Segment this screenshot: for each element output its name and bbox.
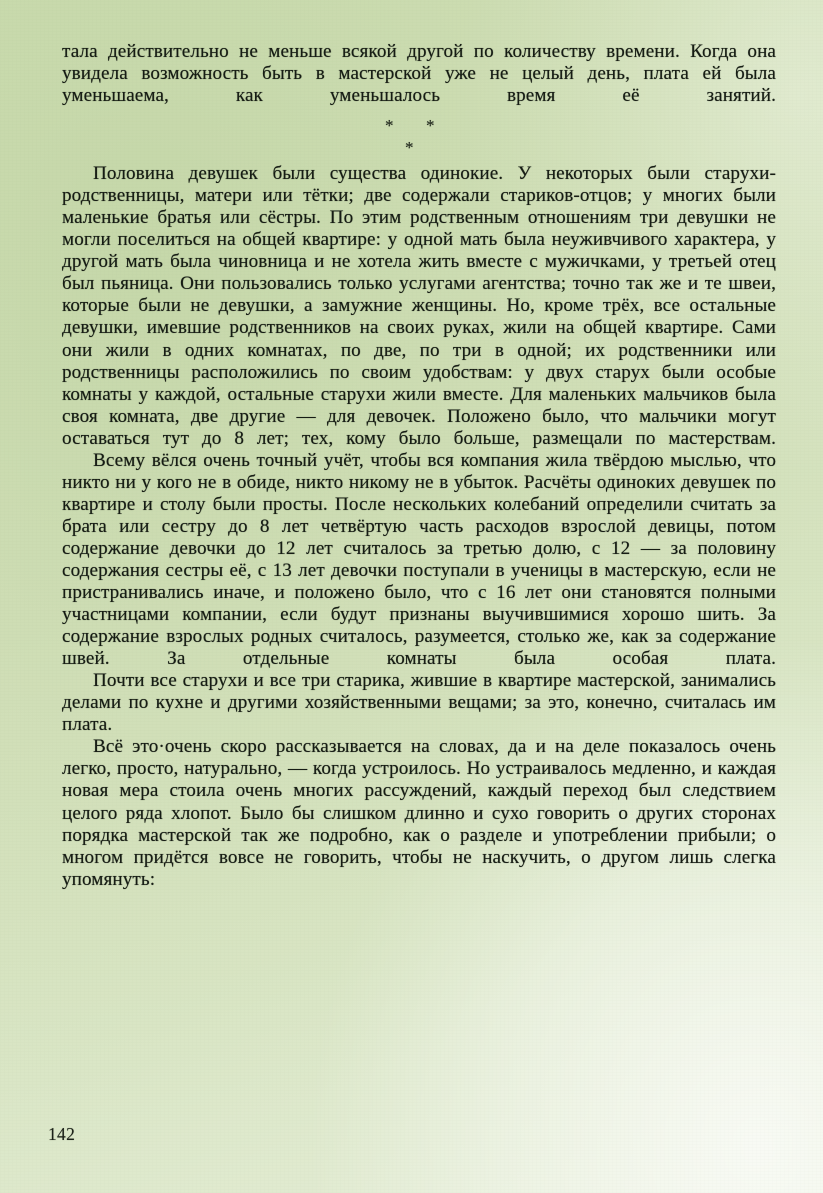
page-number: 142	[48, 1124, 76, 1144]
paragraph-vsemu-velsya: Всему вёлся очень точный учёт, чтобы вся компания жила твёрдою мыслью, что никто ни у кого не в обиде, никто никому не в убыток. Расчёты одиноких девушек по квартире и столу были просты. После нескольких колебаний определили считать за брата или сестру до 8 лет четвёртую часть расходов взрослой девицы, потом содержание девочки до 12 лет считалось за третью долю, с 12 — за половину содержания сестры её, с 13 лет девочки поступали в ученицы в мастерскую, если не пристранивались иначе, и положено было, что с 16 лет они становятся полными участницами компании, если будут признаны выучившимися хорошо шить. За содержание взрослых родных считалось, разумеется, столько же, как за содержание швей. За отдельные комнаты была особая плата.	[62, 449, 776, 670]
asterisk-icon-left: *	[385, 116, 394, 136]
asterisk-icon-bottom: *	[405, 138, 414, 158]
paragraph-continued: тала действительно не меньше всякой другой по количеству времени. Когда она увидела возможность быть в мастерской уже не целый день, плата ей была уменьшаема, как уменьшалось время её занятий.	[62, 41, 776, 107]
asterisk-icon-right: *	[426, 116, 435, 136]
asterisk-separator	[62, 111, 776, 157]
paragraph-polovina-devushek: Половина девушек были существа одинокие. У некоторых были старухи-родственницы, матери или тётки; две содержали стариков-отцов; у многих были маленькие братья или сёстры. По этим родственным отношениям три девушки не могли поселиться на общей квартире: у одной мать была неуживчивого характера, у другой мать была чиновница и не хотела жить вместе с мужичками, у третьей отец был пьяница. Они пользовались только услугами агентства; точно так же и те швеи, которые были не девушки, а замужние женщины. Но, кроме трёх, все остальные девушки, имевшие родственников на своих руках, жили на общей квартире. Сами они жили в одних комнатах, по две, по три в одной; их родственники или родственницы расположились по своим удобствам: у двух старух были особые комнаты у каждой, остальные старухи жили вместе. Для маленьких мальчиков была своя комната, две другие — для девочек. Положено было, что мальчики могут оставаться тут до 8 лет; тех, кому было больше, размещали по мастерствам.	[62, 163, 776, 449]
paragraph-pochti-vse-staruhi: Почти все старухи и все три старика, жившие в квартире мастерской, занимались делами по кухне и другими хозяйственными вещами; за это, конечно, считалась им плата.	[62, 670, 776, 736]
page-text-block	[62, 41, 776, 891]
paragraph-vsjo-eto-ochen-skoro: Всё это·очень скоро рассказывается на словах, да и на деле показалось очень легко, просто, натурально, — когда устроилось. Но устраивалось медленно, и каждая новая мера стоила очень многих рассуждений, каждый переход был следствием целого ряда хлопот. Было бы слишком длинно и сухо говорить о других сторонах порядка мастерской так же подробно, как о разделе и употреблении прибыли; о многом придётся вовсе не говорить, чтобы не наскучить, о другом лишь слегка упомянуть:	[62, 736, 776, 890]
